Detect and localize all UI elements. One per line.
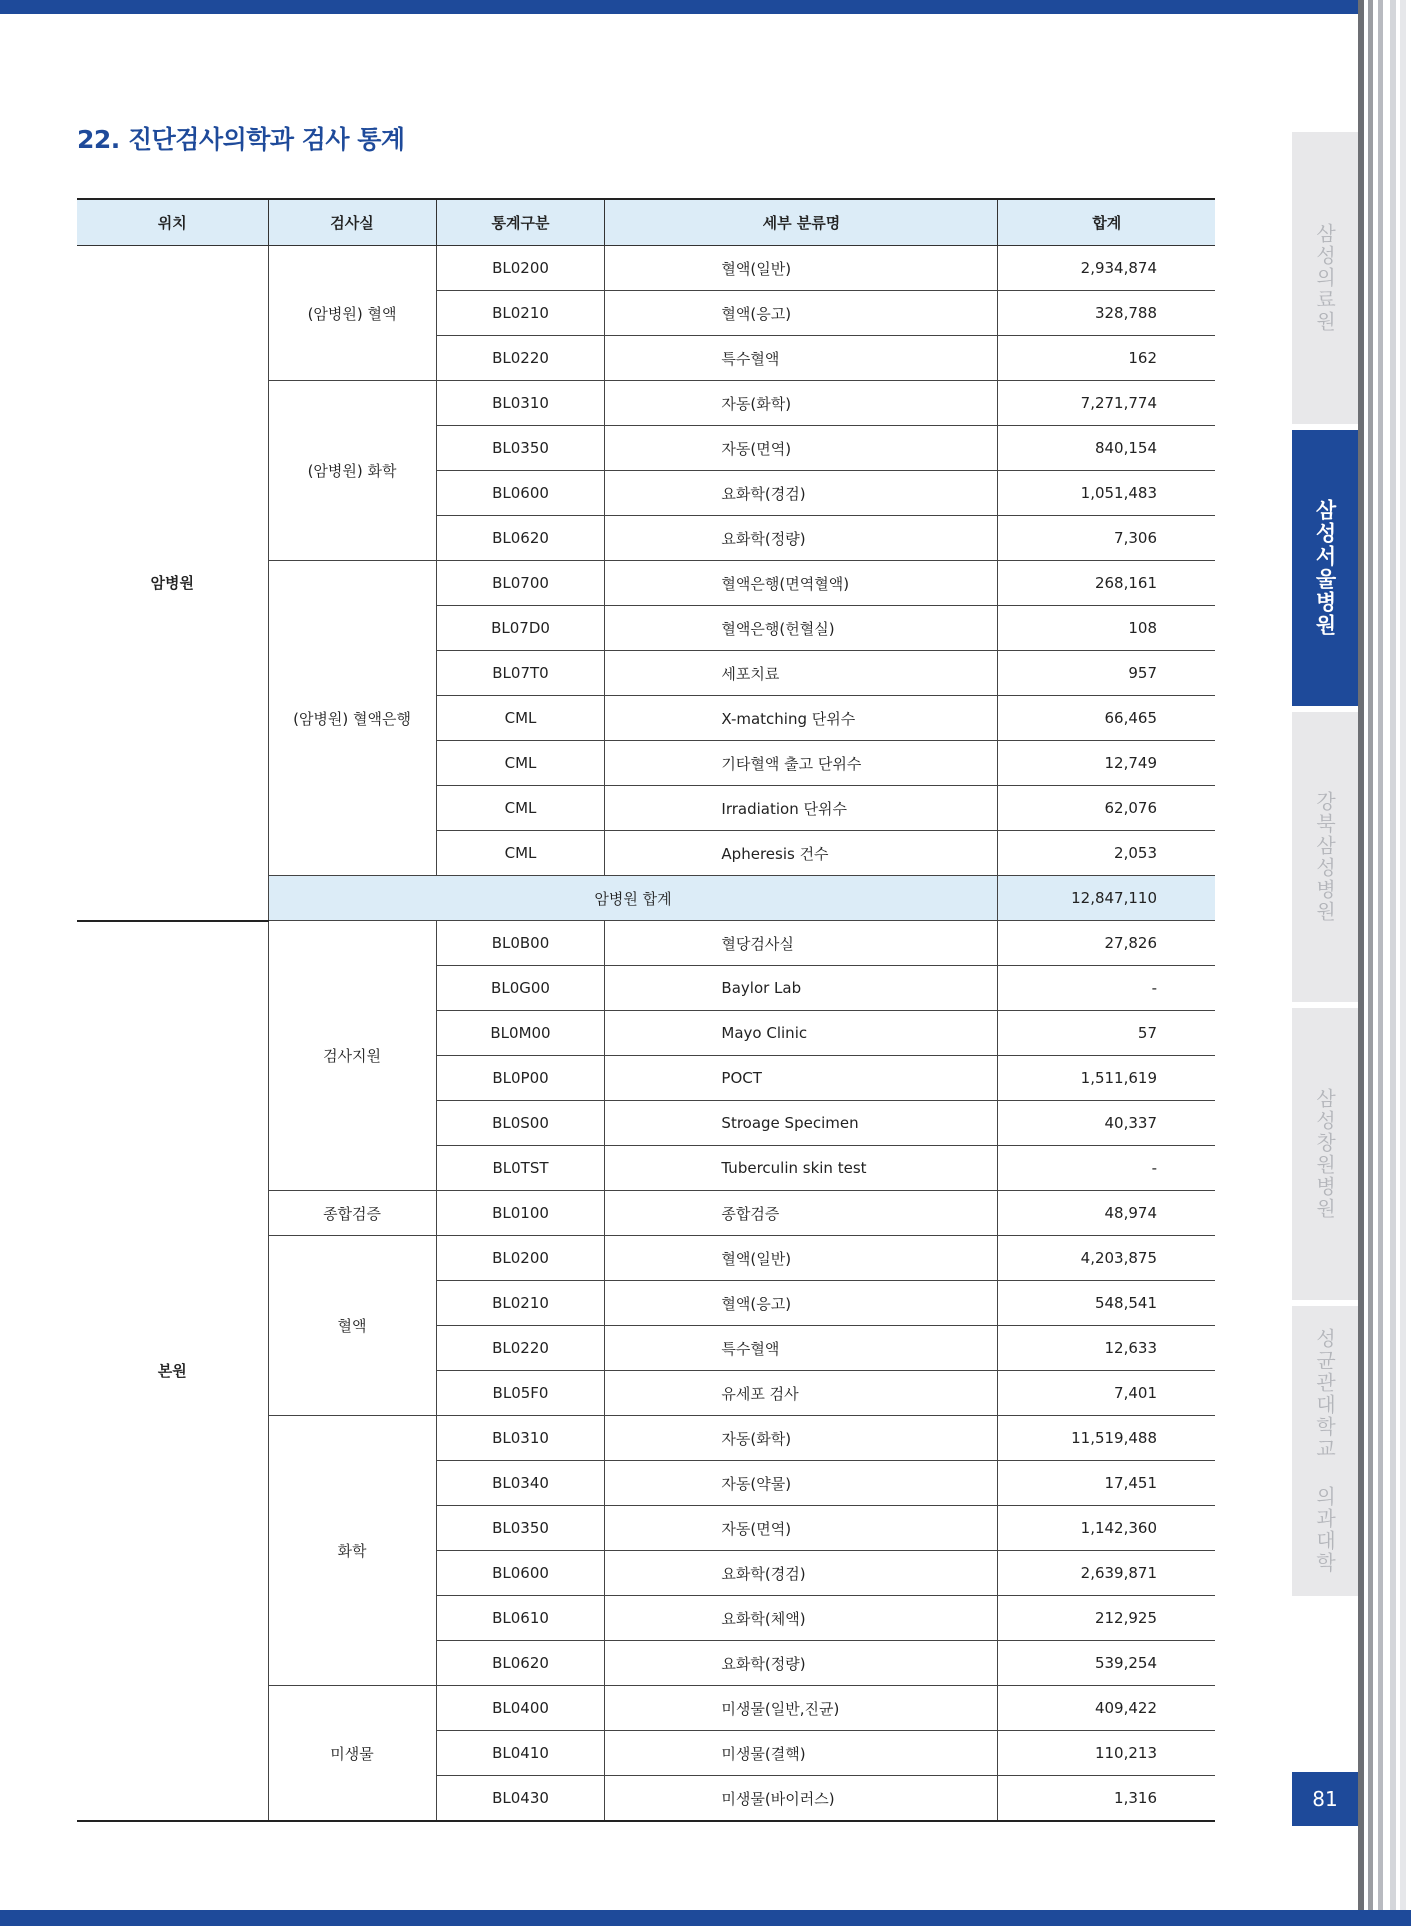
code-cell: BL0620 [436,1641,605,1686]
detail-cell: 특수혈액 [605,336,998,381]
code-cell: BL0P00 [436,1056,605,1101]
total-cell: 57 [998,1011,1215,1056]
code-cell: BL0410 [436,1731,605,1776]
detail-cell: 미생물(바이러스) [605,1776,998,1822]
detail-cell: 자동(약물) [605,1461,998,1506]
detail-cell: 자동(화학) [605,1416,998,1461]
detail-cell: 혈액(응고) [605,291,998,336]
code-cell: BL0310 [436,381,605,426]
detail-cell: 자동(화학) [605,381,998,426]
code-cell: BL0B00 [436,921,605,966]
book-page-edge [1400,0,1406,1926]
total-cell: 62,076 [998,786,1215,831]
total-cell: 12,749 [998,741,1215,786]
total-cell: 268,161 [998,561,1215,606]
detail-cell: 자동(면역) [605,1506,998,1551]
detail-cell: 혈액(응고) [605,1281,998,1326]
code-cell: BL0220 [436,336,605,381]
side-tab-label: 삼성서울병원 [1313,499,1337,637]
lab-cell: 검사지원 [268,921,436,1191]
code-cell: BL0620 [436,516,605,561]
table-row [77,246,1215,291]
code-cell: BL0350 [436,426,605,471]
code-cell: BL0G00 [436,966,605,1011]
total-cell: 40,337 [998,1101,1215,1146]
table-row [77,921,1215,966]
total-cell: 2,053 [998,831,1215,876]
total-cell: 539,254 [998,1641,1215,1686]
code-cell: BL0430 [436,1776,605,1822]
subtotal-label: 암병원 합계 [268,876,998,921]
table-header-row [77,199,1215,246]
detail-cell: X-matching 단위수 [605,696,998,741]
lab-cell: 미생물 [268,1686,436,1822]
side-tab-label: 강북삼성병원 [1312,791,1337,923]
lab-cell: 종합검증 [268,1191,436,1236]
total-cell: 1,051,483 [998,471,1215,516]
lab-cell: 혈액 [268,1236,436,1416]
code-cell: BL0600 [436,471,605,516]
book-page-edge [1368,0,1373,1926]
code-cell: BL0TST [436,1146,605,1191]
total-cell: 957 [998,651,1215,696]
code-cell: BL05F0 [436,1371,605,1416]
side-tab-label: 성균관대학교 의과대학 [1312,1328,1337,1574]
detail-cell: Stroage Specimen [605,1101,998,1146]
lab-cell: (암병원) 혈액은행 [268,561,436,876]
detail-cell: 요화학(정량) [605,516,998,561]
detail-cell: 요화학(경검) [605,1551,998,1596]
detail-cell: 기타혈액 출고 단위수 [605,741,998,786]
detail-cell: 혈액(일반) [605,246,998,291]
code-cell: CML [436,696,605,741]
detail-cell: 혈액(일반) [605,1236,998,1281]
total-cell: 548,541 [998,1281,1215,1326]
code-cell: BL0200 [436,246,605,291]
code-cell: BL0310 [436,1416,605,1461]
code-cell: BL0200 [436,1236,605,1281]
code-cell: BL07T0 [436,651,605,696]
code-cell: BL0210 [436,291,605,336]
book-page-edge [1378,0,1383,1926]
total-cell: 110,213 [998,1731,1215,1776]
side-tab-samsung-changwon-hospital[interactable] [1292,1008,1358,1300]
header-lab: 검사실 [268,199,436,246]
side-tab-label: 삼성창원병원 [1312,1088,1337,1220]
total-cell: 12,633 [998,1326,1215,1371]
lab-cell: (암병원) 혈액 [268,246,436,381]
total-cell: 48,974 [998,1191,1215,1236]
total-cell: 17,451 [998,1461,1215,1506]
top-border-bar [0,0,1360,14]
code-cell: CML [436,786,605,831]
total-cell: - [998,1146,1215,1191]
detail-cell: POCT [605,1056,998,1101]
total-cell: 7,271,774 [998,381,1215,426]
side-tab-label: 삼성의료원 [1312,223,1337,333]
code-cell: BL0600 [436,1551,605,1596]
total-cell: 27,826 [998,921,1215,966]
detail-cell: 요화학(경검) [605,471,998,516]
code-cell: BL0700 [436,561,605,606]
header-location: 위치 [77,199,268,246]
detail-cell: Tuberculin skin test [605,1146,998,1191]
total-cell: 11,519,488 [998,1416,1215,1461]
location-main: 본원 [77,921,268,1822]
code-cell: BL0350 [436,1506,605,1551]
detail-cell: 세포치료 [605,651,998,696]
side-tab-samsung-seoul-hospital[interactable] [1292,430,1358,706]
code-cell: BL0400 [436,1686,605,1731]
code-cell: BL0340 [436,1461,605,1506]
code-cell: BL0220 [436,1326,605,1371]
code-cell: BL0210 [436,1281,605,1326]
total-cell: 328,788 [998,291,1215,336]
header-detail-name: 세부 분류명 [605,199,998,246]
total-cell: 1,511,619 [998,1056,1215,1101]
detail-cell: 특수혈액 [605,1326,998,1371]
detail-cell: 요화학(체액) [605,1596,998,1641]
detail-cell: 미생물(결핵) [605,1731,998,1776]
side-tab-kangbuk-samsung-hospital[interactable] [1292,712,1358,1002]
total-cell: 162 [998,336,1215,381]
total-cell: 2,639,871 [998,1551,1215,1596]
detail-cell: Baylor Lab [605,966,998,1011]
total-cell: 7,306 [998,516,1215,561]
lab-cell: (암병원) 화학 [268,381,436,561]
detail-cell: Irradiation 단위수 [605,786,998,831]
total-cell: 2,934,874 [998,246,1215,291]
page-number: 81 [1292,1772,1358,1826]
total-cell: 1,316 [998,1776,1215,1822]
total-cell: 7,401 [998,1371,1215,1416]
book-page-edge [1390,0,1396,1926]
code-cell: BL0S00 [436,1101,605,1146]
detail-cell: 혈액은행(헌혈실) [605,606,998,651]
detail-cell: Mayo Clinic [605,1011,998,1056]
total-cell: 108 [998,606,1215,651]
detail-cell: 미생물(일반,진균) [605,1686,998,1731]
code-cell: BL07D0 [436,606,605,651]
code-cell: BL0100 [436,1191,605,1236]
detail-cell: 요화학(정량) [605,1641,998,1686]
location-cancer: 암병원 [77,246,268,921]
bottom-border-bar [0,1910,1411,1926]
side-tab-skku-medicine[interactable] [1292,1306,1358,1596]
page-title: 22. 진단검사의학과 검사 통계 [77,125,405,154]
total-cell: 66,465 [998,696,1215,741]
code-cell: CML [436,831,605,876]
total-cell: 409,422 [998,1686,1215,1731]
lab-cell: 화학 [268,1416,436,1686]
detail-cell: 자동(면역) [605,426,998,471]
detail-cell: Apheresis 건수 [605,831,998,876]
side-tab-samsung-medical-center[interactable] [1292,132,1358,424]
detail-cell: 종합검증 [605,1191,998,1236]
detail-cell: 유세포 검사 [605,1371,998,1416]
code-cell: BL0M00 [436,1011,605,1056]
header-total: 합계 [998,199,1215,246]
book-page-edge [1358,0,1364,1926]
subtotal-total: 12,847,110 [998,876,1215,921]
total-cell: - [998,966,1215,1011]
header-category: 통계구분 [436,199,605,246]
total-cell: 212,925 [998,1596,1215,1641]
stats-table [77,198,1215,1822]
code-cell: CML [436,741,605,786]
total-cell: 840,154 [998,426,1215,471]
detail-cell: 혈액은행(면역혈액) [605,561,998,606]
total-cell: 1,142,360 [998,1506,1215,1551]
code-cell: BL0610 [436,1596,605,1641]
detail-cell: 혈당검사실 [605,921,998,966]
total-cell: 4,203,875 [998,1236,1215,1281]
